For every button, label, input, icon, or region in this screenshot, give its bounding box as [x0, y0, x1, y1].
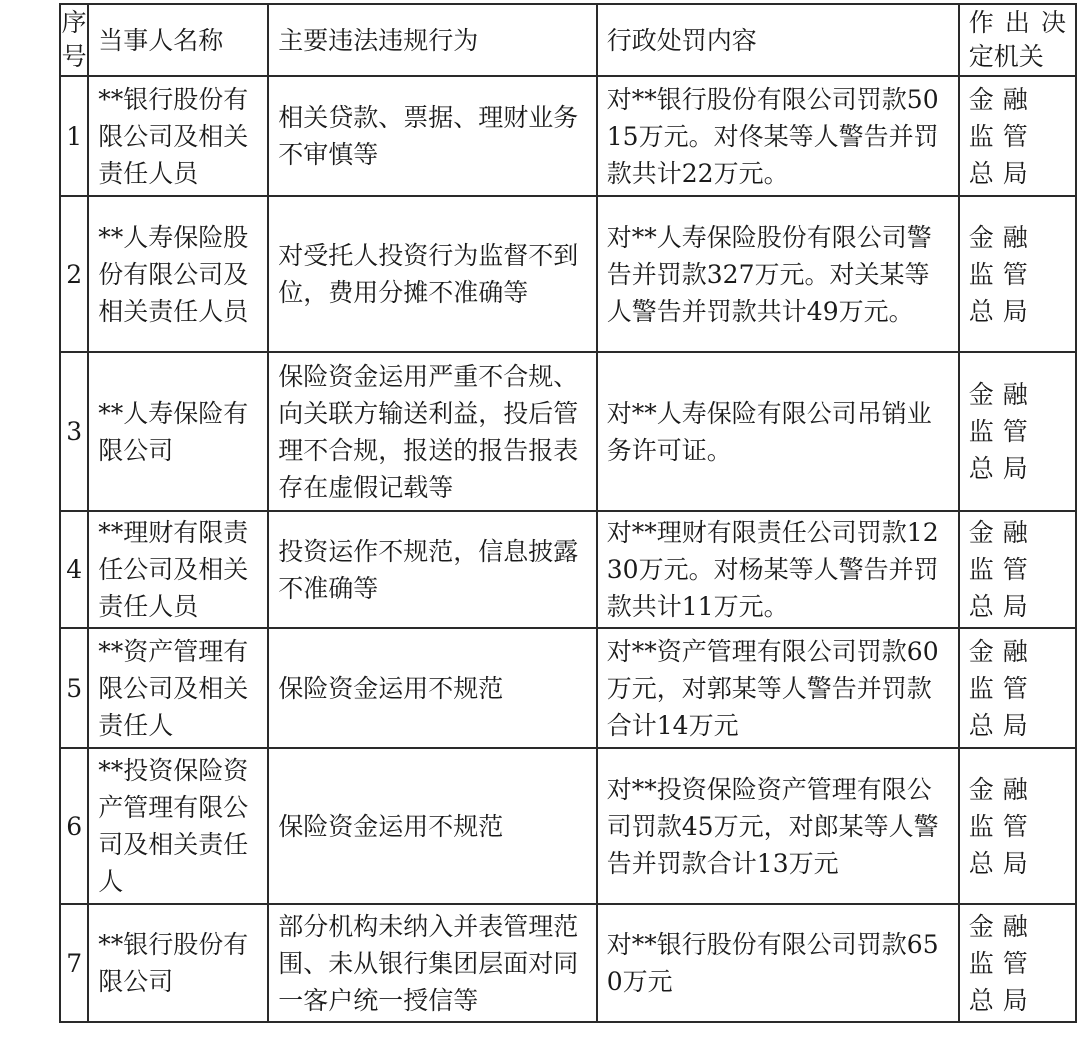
- cell-penalty: 对**银行股份有限公司罚款650万元: [597, 904, 959, 1022]
- header-penalty: 行政处罚内容: [597, 4, 959, 76]
- cell-penalty: 对**理财有限责任公司罚款1230万元。对杨某等人警告并罚款共计11万元。: [597, 511, 959, 628]
- cell-party: **人寿保险股份有限公司及相关责任人员: [88, 196, 268, 352]
- table-row: [60, 352, 1076, 511]
- cell-authority: 金融监管总局: [959, 511, 1076, 628]
- cell-party: **投资保险资产管理有限公司及相关责任人: [88, 748, 268, 904]
- cell-penalty: 对**投资保险资产管理有限公司罚款45万元，对郎某等人警告并罚款合计13万元: [597, 748, 959, 904]
- cell-authority: 金融监管总局: [959, 904, 1076, 1022]
- cell-violation: 保险资金运用严重不合规、向关联方输送利益，投后管理不合规，报送的报告报表存在虚假记载等: [268, 352, 597, 511]
- table-row: [60, 511, 1076, 628]
- cell-authority: 金融监管总局: [959, 628, 1076, 748]
- cell-seq: 4: [60, 511, 88, 628]
- cell-seq: 2: [60, 196, 88, 352]
- cell-party: **理财有限责任公司及相关责任人员: [88, 511, 268, 628]
- cell-party: **银行股份有限公司及相关责任人员: [88, 76, 268, 196]
- cell-authority: 金融监管总局: [959, 196, 1076, 352]
- cell-seq: 5: [60, 628, 88, 748]
- table-row: [60, 628, 1076, 748]
- table-header-row: [60, 4, 1076, 76]
- cell-penalty: 对**资产管理有限公司罚款60万元，对郭某等人警告并罚款合计14万元: [597, 628, 959, 748]
- cell-violation: 保险资金运用不规范: [268, 748, 597, 904]
- cell-seq: 3: [60, 352, 88, 511]
- header-party: 当事人名称: [88, 4, 268, 76]
- cell-penalty: 对**人寿保险有限公司吊销业务许可证。: [597, 352, 959, 511]
- cell-party: **银行股份有限公司: [88, 904, 268, 1022]
- cell-seq: 7: [60, 904, 88, 1022]
- cell-authority: 金融监管总局: [959, 352, 1076, 511]
- table-row: [60, 748, 1076, 904]
- table-row: [60, 76, 1076, 196]
- cell-party: **人寿保险有限公司: [88, 352, 268, 511]
- cell-penalty: 对**银行股份有限公司罚款5015万元。对佟某等人警告并罚款共计22万元。: [597, 76, 959, 196]
- cell-violation: 保险资金运用不规范: [268, 628, 597, 748]
- cell-authority: 金融监管总局: [959, 748, 1076, 904]
- header-violation: 主要违法违规行为: [268, 4, 597, 76]
- table-row: [60, 196, 1076, 352]
- cell-violation: 部分机构未纳入并表管理范围、未从银行集团层面对同一客户统一授信等: [268, 904, 597, 1022]
- header-seq: 序号: [60, 4, 88, 76]
- cell-seq: 6: [60, 748, 88, 904]
- cell-violation: 投资运作不规范，信息披露不准确等: [268, 511, 597, 628]
- cell-seq: 1: [60, 76, 88, 196]
- cell-authority: 金融监管总局: [959, 76, 1076, 196]
- penalty-table: [59, 3, 1077, 1023]
- table-row: [60, 904, 1076, 1022]
- header-authority: 作出决定机关: [959, 4, 1076, 76]
- cell-violation: 相关贷款、票据、理财业务不审慎等: [268, 76, 597, 196]
- cell-party: **资产管理有限公司及相关责任人: [88, 628, 268, 748]
- cell-penalty: 对**人寿保险股份有限公司警告并罚款327万元。对关某等人警告并罚款共计49万元。: [597, 196, 959, 352]
- cell-violation: 对受托人投资行为监督不到位，费用分摊不准确等: [268, 196, 597, 352]
